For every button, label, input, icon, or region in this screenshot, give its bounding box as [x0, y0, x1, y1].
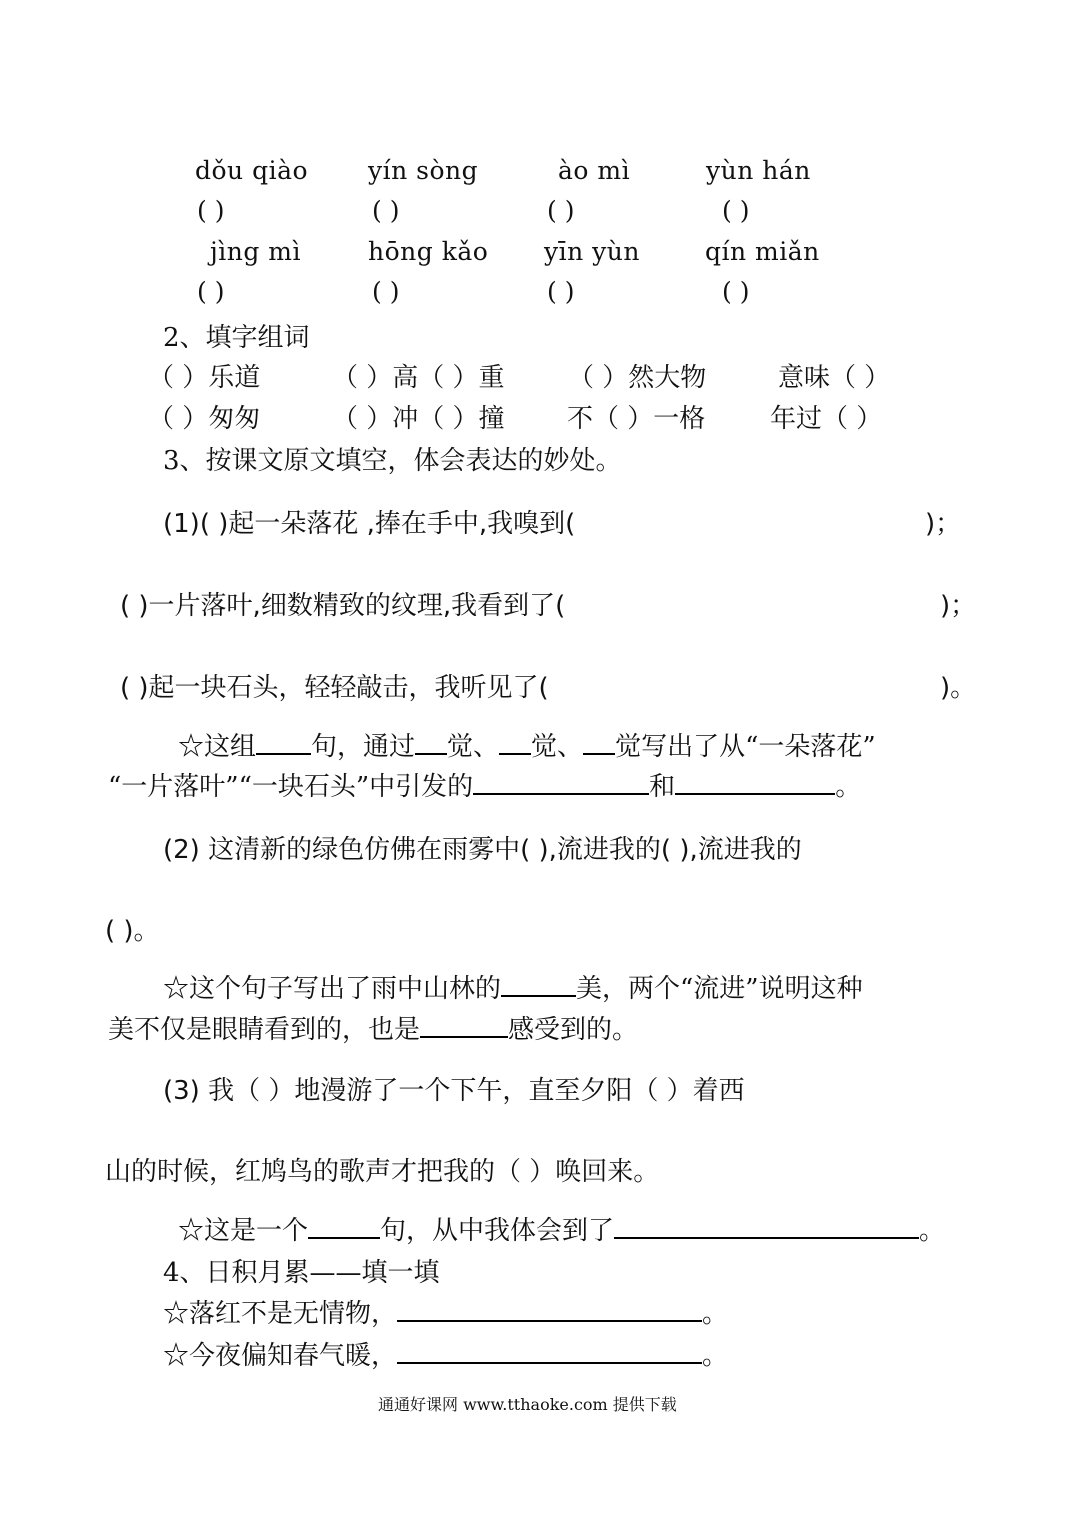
section2-title: 2、填字组词: [163, 323, 310, 353]
q2-line1: (2) 这清新的绿色仿佛在雨雾中( ),流进我的( ),流进我的: [163, 835, 802, 865]
pinyin-5: jìng mì: [210, 237, 301, 266]
answer-blank-2: ( ): [372, 196, 400, 225]
blank-line: [420, 1012, 508, 1038]
pinyin-4: yùn hán: [706, 156, 811, 185]
poem-line-1: ☆落红不是无情物， 。: [163, 1293, 728, 1330]
answer-blank-7: ( ): [547, 277, 575, 306]
word-fill-7: 不（ ）一格: [567, 404, 706, 434]
q3-line1: (3) 我（ ）地漫游了一个下午，直至夕阳（ ）着西: [163, 1076, 745, 1106]
word-fill-2: （ ）高（ ）重: [332, 363, 505, 393]
q1-line2: ( )一片落叶,细数精致的纹理,我看到了(: [120, 591, 566, 621]
blank-line: [675, 769, 835, 795]
answer-blank-8: ( ): [722, 277, 750, 306]
q2-line2: ( )。: [105, 916, 160, 946]
page-footer: 通通好课网 www.tthaoke.com 提供下载: [378, 1395, 677, 1414]
blank-line: [499, 729, 531, 755]
word-fill-1: （ ）乐道: [148, 363, 261, 393]
pinyin-6: hōng kǎo: [368, 237, 489, 266]
q2-note-line1: ☆这个句子写出了雨中山林的 美，两个“流进”说明这种: [163, 968, 863, 1005]
word-fill-4: 意味（ ）: [778, 363, 891, 393]
q1-note-line2: “一片落叶”“一块石头”中引发的 和 。: [108, 766, 861, 803]
answer-blank-4: ( ): [722, 196, 750, 225]
q1-line3-end: )。: [940, 673, 977, 703]
pinyin-3: ào mì: [558, 156, 631, 185]
section3-title: 3、按课文原文填空，体会表达的妙处。: [163, 446, 622, 476]
blank-line: [256, 729, 311, 755]
answer-blank-5: ( ): [197, 277, 225, 306]
blank-line: [397, 1338, 702, 1364]
q1-note-line1: ☆这组 句，通过 觉、 觉、 觉写出了从“一朵落花”: [178, 726, 876, 763]
pinyin-7: yīn yùn: [544, 237, 640, 266]
pinyin-8: qín miǎn: [705, 237, 820, 266]
word-fill-3: （ ）然大物: [568, 363, 707, 393]
q3-line2: 山的时候，红鸠鸟的歌声才把我的（ ）唤回来。: [105, 1157, 660, 1187]
q2-note-line2: 美不仅是眼睛看到的，也是 感受到的。: [108, 1009, 638, 1046]
q1-line1: (1)( )起一朵落花 ,捧在手中,我嗅到(: [163, 509, 576, 539]
answer-blank-3: ( ): [547, 196, 575, 225]
blank-line: [614, 1213, 919, 1239]
blank-line: [308, 1213, 380, 1239]
pinyin-2: yín sòng: [368, 156, 479, 185]
blank-line: [501, 971, 576, 997]
word-fill-6: （ ）冲（ ）撞: [332, 404, 505, 434]
blank-line: [583, 729, 615, 755]
answer-blank-6: ( ): [372, 277, 400, 306]
answer-blank-1: ( ): [197, 196, 225, 225]
blank-line: [397, 1296, 702, 1322]
poem-line-2: ☆今夜偏知春气暖， 。: [163, 1335, 728, 1372]
word-fill-8: 年过（ ）: [770, 404, 883, 434]
q1-line3: ( )起一块石头，轻轻敲击，我听见了(: [120, 673, 549, 703]
blank-line: [473, 769, 649, 795]
word-fill-5: （ ）匆匆: [148, 404, 261, 434]
q3-note: ☆这是一个 句，从中我体会到了 。: [178, 1210, 945, 1247]
q1-line1-end: )；: [925, 509, 962, 539]
q1-line2-end: )；: [940, 591, 977, 621]
blank-line: [415, 729, 447, 755]
section4-title: 4、日积月累——填一填: [163, 1258, 440, 1288]
pinyin-1: dǒu qiào: [195, 156, 309, 185]
